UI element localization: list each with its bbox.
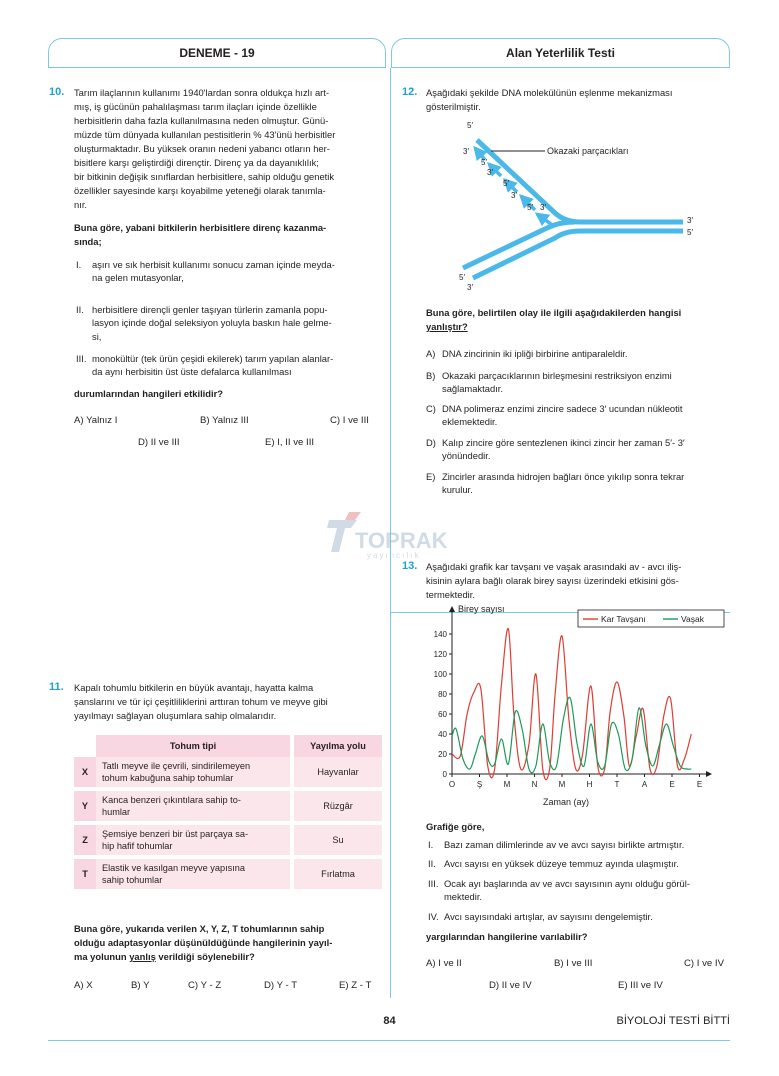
q13-intro: Grafiğe göre,	[426, 821, 485, 832]
q11-prompt: ma yolunun yanlış verildiği söylenebilir?	[74, 951, 255, 962]
table-row: Y Kanca benzeri çıkıntılara sahip to- humlar Rüzgâr	[74, 789, 382, 823]
x-axis-label: Zaman (ay)	[542, 797, 590, 807]
dna-replication-diagram	[455, 118, 705, 293]
svg-text:3′: 3′	[463, 147, 469, 156]
svg-text:Okazaki parçacıkları: Okazaki parçacıkları	[547, 146, 629, 156]
q13-item-4: IV. Avcı sayısındaki artışlar, av sayısını dengelemiştir.	[428, 911, 653, 922]
svg-text:5′: 5′	[527, 203, 533, 212]
x-tick-label: T	[614, 780, 620, 789]
q11-line: yayılmayı sağlayan oluşumlara sahip olmalarıdır.	[74, 710, 277, 721]
x-axis-arrow	[706, 771, 712, 777]
y-tick-label: 120	[433, 650, 447, 659]
y-tick-label: 100	[433, 670, 447, 679]
q10-option-d[interactable]: D) II ve III	[138, 437, 180, 448]
svg-text:5′: 5′	[503, 179, 509, 188]
test-title: Alan Yeterlilik Testi	[391, 38, 730, 68]
q10-prompt: Buna göre, yabani bitkilerin herbisitlere direnç kazanma-	[74, 222, 327, 233]
row-label: T	[74, 857, 96, 891]
q13-question: yargılarından hangilerine varılabilir?	[426, 931, 588, 942]
q11-option-b[interactable]: B) Y	[131, 980, 150, 991]
q10-prompt: sında;	[74, 236, 102, 247]
q13-item-2: II. Avcı sayısı en yüksek düzeye temmuz ayında ulaşmıştır.	[428, 858, 679, 869]
y-tick-label: 20	[438, 750, 447, 759]
test-end-label: BİYOLOJİ TESTİ BİTTİ	[616, 1015, 730, 1027]
x-tick-label: O	[448, 780, 456, 789]
q11-prompt: Buna göre, yukarıda verilen X, Y, Z, T tohumlarının sahip	[74, 923, 325, 934]
x-tick-label: N	[531, 780, 538, 789]
q10-line: herbisitlerin daha fazla kullanılmasına neden olmuştur. Günü-	[74, 115, 329, 126]
x-tick-label: M	[503, 780, 511, 789]
q13-line: termektedir.	[426, 589, 475, 600]
q10-option-b[interactable]: B) Yalnız III	[200, 415, 249, 426]
q13-option-e[interactable]: E) III ve IV	[618, 980, 663, 991]
q10-line: bisitlere karşı geliştirdiği dirençtir. Direnç ya da dayanıklılık;	[74, 157, 319, 168]
q12-line: Aşağıdaki şekilde DNA molekülünün eşlenme mekanizması	[426, 87, 673, 98]
footer-line	[48, 1040, 730, 1041]
y-axis-label: Birey sayısı	[458, 604, 505, 614]
q13-line: Aşağıdaki grafik kar tavşanı ve vaşak arasındaki av - avcı iliş-	[426, 561, 682, 572]
svg-text:3′: 3′	[687, 216, 693, 225]
q10-line: Tarım ilaçlarının kullanımı 1940'lardan sonra oldukça hızlı art-	[74, 87, 330, 98]
predator-prey-chart	[420, 604, 732, 812]
series-vasak-line	[452, 697, 691, 773]
leading-strand	[463, 222, 575, 268]
q10-option-a[interactable]: A) Yalnız I	[74, 415, 118, 426]
y-axis-arrow	[449, 606, 455, 612]
q12-option-d[interactable]: D) Kalıp zincire göre sentezlenen ikinci zincir her zaman 5′- 3′ yönündedir.	[426, 437, 685, 462]
q10-line: mış, iş gücünün pahalılaşması tarım ilaçları içinde özellikle	[74, 101, 317, 112]
svg-text:3′: 3′	[540, 203, 546, 212]
table-row: X Tatlı meyve ile çevrili, sindirilemeyen tohum kabuğuna sahip tohumlar Hayvanlar	[74, 757, 382, 789]
table-row: T Elastik ve kasılgan meyve yapısına sahip tohumlar Fırlatma	[74, 857, 382, 891]
q13-option-b[interactable]: B) I ve III	[554, 958, 593, 969]
q11-line: Kapalı tohumlu bitkilerin en büyük avantajı, hayatta kalma	[74, 682, 314, 693]
q13-option-a[interactable]: A) I ve II	[426, 958, 462, 969]
svg-text:5′: 5′	[687, 228, 693, 237]
q11-number: 11.	[49, 681, 64, 693]
x-tick-label: E	[669, 780, 675, 789]
q13-line: kisinin aylara bağlı olarak birey sayısı üzerindeki etkisini gös-	[426, 575, 679, 586]
q11-prompt: olduğu adaptasyonlar düşünüldüğünde hangilerinin yayıl-	[74, 937, 333, 948]
legend-label: Vaşak	[681, 614, 704, 624]
lower-template-strand	[473, 231, 683, 278]
svg-text:3′: 3′	[487, 168, 493, 177]
row-label: X	[74, 757, 96, 789]
svg-text:3′: 3′	[511, 191, 517, 200]
q10-item-3: III. monokültür (tek ürün çeşidi ekilerek) tarım yapılan alanlar- da aynı herbisitin üst üste defalarca kullanılması	[76, 353, 334, 378]
x-tick-label: E	[696, 780, 703, 789]
svg-text:TOPRAK: TOPRAK	[355, 528, 448, 553]
exam-title: DENEME - 19	[48, 38, 386, 68]
table-header-seed-type: Tohum tipi	[96, 735, 292, 757]
q10-item-2: II. herbisitlere dirençli genler taşıyan türlerin zamanla popu- lasyon içinde doğal seleksiyon yoluyla baskın hale gelme- si,	[76, 304, 332, 342]
okazaki-fragment	[537, 214, 551, 224]
legend-label: Kar Tavşanı	[601, 614, 646, 624]
q13-number: 13.	[402, 560, 418, 572]
x-tick-label: Ş	[476, 780, 483, 789]
q13-item-3: III. Ocak ayı başlarında av ve avcı sayısının aynı olduğu görül- mektedir.	[428, 878, 690, 903]
svg-text:5′: 5′	[459, 273, 465, 282]
x-tick-label: A	[641, 780, 648, 789]
table-row: Z Şemsiye benzeri bir üst parçaya sa- hip hafif tohumlar Su	[74, 823, 382, 857]
q10-option-c[interactable]: C) I ve III	[330, 415, 369, 426]
svg-text:yayıncılık: yayıncılık	[367, 551, 421, 560]
q10-line: bir bitkinin değişik sınıflardan herbisitlere, sahip olduğu genetik	[74, 171, 335, 182]
q10-number: 10.	[49, 86, 65, 98]
q12-line: gösterilmiştir.	[426, 101, 481, 112]
y-tick-label: 140	[433, 630, 447, 639]
q12-number: 12.	[402, 86, 418, 98]
q13-item-1: I. Bazı zaman dilimlerinde av ve avcı sayısı birlikte artmıştır.	[428, 839, 685, 850]
q11-option-d[interactable]: D) Y - T	[264, 980, 298, 991]
y-tick-label: 80	[438, 690, 447, 699]
q10-line: müzde tüm dünyada kullanılan pestisitlerin % 43'ünü herbisitler	[74, 129, 336, 140]
y-tick-label: 60	[438, 710, 447, 719]
x-tick-label: M	[558, 780, 566, 789]
row-label: Y	[74, 789, 96, 823]
svg-text:5′: 5′	[481, 158, 487, 167]
svg-text:5′: 5′	[467, 121, 473, 130]
q12-prompt: Buna göre, belirtilen olay ile ilgili aşağıdakilerden hangisi	[426, 307, 682, 318]
q11-option-a[interactable]: A) X	[74, 980, 93, 991]
q10-option-e[interactable]: E) I, II ve III	[265, 437, 315, 448]
page-number: 84	[383, 1015, 396, 1027]
table-header-dispersal: Yayılma yolu	[292, 735, 382, 757]
q11-option-c[interactable]: C) Y - Z	[188, 980, 222, 991]
q10-line: özellikler sayesinde karşı koyabilme yeteneği olarak tanımla-	[74, 185, 326, 196]
row-label: Z	[74, 823, 96, 857]
q13-option-d[interactable]: D) II ve IV	[489, 980, 532, 991]
seed-table	[74, 735, 382, 893]
q10-line: oluşturmaktadır. Bu yüksek oranın nedeni yabancı otların her-	[74, 143, 330, 154]
x-tick-label: H	[586, 780, 593, 789]
q10-line: nır.	[74, 199, 88, 210]
publisher-logo	[327, 510, 457, 565]
q11-line: şanslarını ve tür içi çeşitliliklerini arttıran tohum ve meyve gibi	[74, 696, 328, 707]
q12-option-b[interactable]: B) Okazaki parçacıklarının birleşmesini restriksiyon enzimi sağlamaktadır.	[426, 370, 672, 395]
q12-option-a[interactable]: A) DNA zincirinin iki ipliği birbirine antiparaleldir.	[426, 348, 628, 359]
q10-item-1: I. aşırı ve sık herbisit kullanımı sonucu zaman içinde meyda- na gelen mutasyonlar,	[76, 259, 335, 284]
q10-question: durumlarından hangileri etkilidir?	[74, 388, 223, 399]
y-tick-label: 0	[442, 770, 447, 779]
y-tick-label: 40	[438, 730, 447, 739]
svg-text:3′: 3′	[467, 283, 473, 292]
q11-option-e[interactable]: E) Z - T	[339, 980, 372, 991]
q12-option-c[interactable]: C) DNA polimeraz enzimi zincire sadece 3′ ucundan nükleotit eklemektedir.	[426, 403, 683, 428]
q12-prompt: yanlıştır?	[426, 321, 468, 332]
q13-option-c[interactable]: C) I ve IV	[684, 958, 724, 969]
q12-option-e[interactable]: E) Zincirler arasında hidrojen bağları önce yıkılıp sonra tekrar kurulur.	[426, 471, 685, 496]
